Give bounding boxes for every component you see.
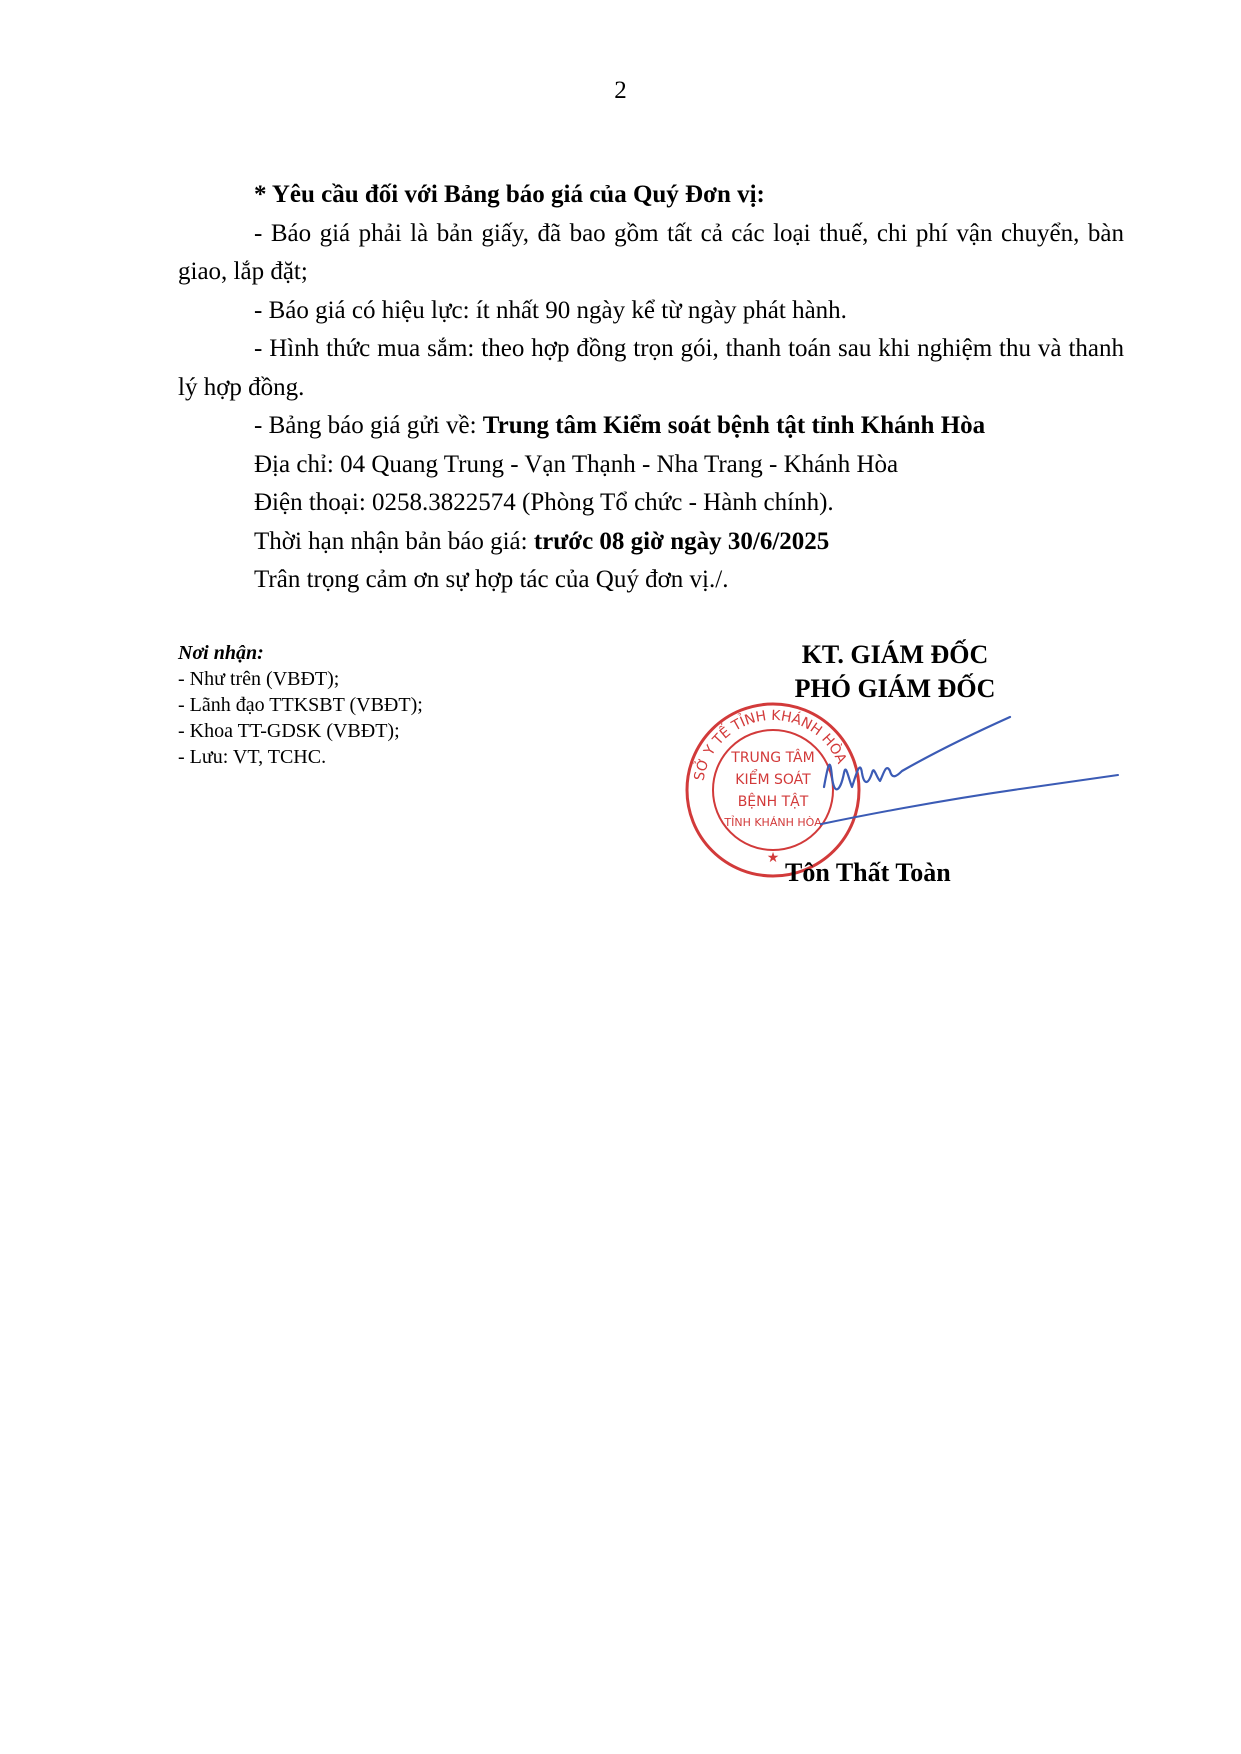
recipient-item: - Như trên (VBĐT);: [178, 668, 340, 690]
seal-center-line: TRUNG TÂM: [731, 750, 815, 766]
seal-ring-text: SỞ Y TẾ TỈNH KHÁNH HÒA: [691, 707, 850, 782]
deadline-value: trước 08 giờ ngày 30/6/2025: [533, 527, 830, 555]
recipient-item: - Khoa TT-GDSK (VBĐT);: [178, 720, 400, 742]
requirements-heading: * Yêu cầu đối với Bảng báo giá của Quý Đơn vị:: [254, 181, 765, 208]
recipient-item: - Lưu: VT, TCHC.: [178, 746, 327, 768]
recipients-title: Nơi nhận:: [178, 642, 264, 664]
seal-center-line: BỆNH TẬT: [737, 794, 809, 810]
address-line: Địa chỉ: 04 Quang Trung - Vạn Thạnh - Nha Trang - Khánh Hòa: [254, 450, 899, 478]
deadline-label: Thời hạn nhận bản báo giá:: [254, 527, 534, 555]
deadline-line: [178, 523, 1124, 562]
seal-star-icon: ★: [766, 850, 780, 866]
send-to-line: [178, 407, 1124, 446]
signer-title-line1: KT. GIÁM ĐỐC: [801, 640, 989, 669]
recipients-block: [178, 640, 423, 770]
thanks-line: Trân trọng cảm ơn sự hợp tác của Quý đơn vị./.: [254, 566, 729, 593]
phone-line: Điện thoại: 0258.3822574 (Phòng Tổ chức - Hành chính).: [254, 489, 834, 516]
requirement-item-2: - Báo giá có hiệu lực: ít nhất 90 ngày kể từ ngày phát hành.: [254, 296, 847, 324]
seal-inner-ring: [713, 730, 833, 850]
seal-center-line: KIỂM SOÁT: [735, 772, 811, 788]
requirement-item-3: - Hình thức mua sắm: theo hợp đồng trọn gói, thanh toán sau khi nghiệm thu và thanh lý hợp đồng.: [178, 335, 1124, 401]
seal-center-line: TỈNH KHÁNH HÒA: [724, 816, 822, 829]
send-to-label: - Bảng báo giá gửi về:: [254, 412, 483, 439]
handwritten-signature: [820, 715, 1120, 845]
document-body: [178, 176, 1124, 600]
requirement-item-1: - Báo giá phải là bản giấy, đã bao gồm tất cả các loại thuế, chi phí vận chuyển, bàn giao, lắp đặt;: [178, 219, 1124, 285]
signer-title-line2: PHÓ GIÁM ĐỐC: [794, 674, 996, 703]
send-to-organization: Trung tâm Kiểm soát bệnh tật tỉnh Khánh Hòa: [482, 412, 986, 439]
page-number: 2: [614, 77, 627, 104]
signer-name: Tôn Thất Toàn: [785, 858, 951, 887]
recipient-item: - Lãnh đạo TTKSBT (VBĐT);: [178, 694, 423, 716]
